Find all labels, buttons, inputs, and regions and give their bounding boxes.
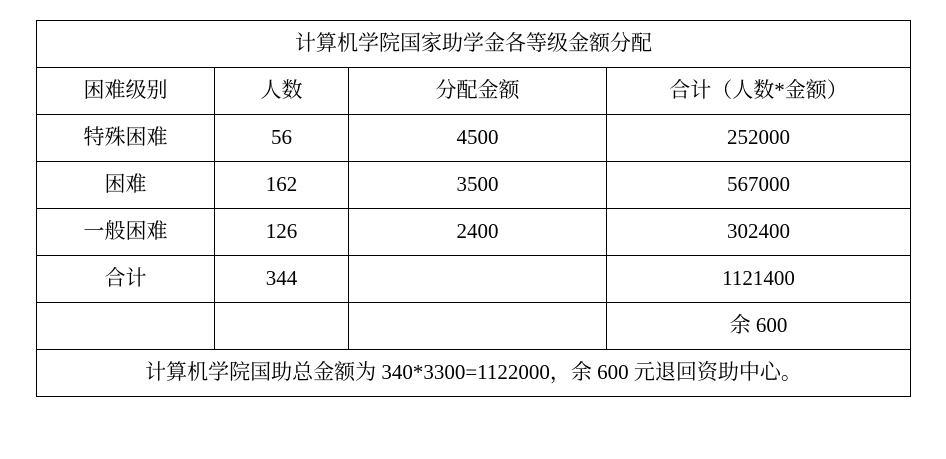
column-header-total: 合计（人数*金额） bbox=[607, 68, 911, 115]
allocation-table bbox=[36, 20, 911, 397]
cell-count: 162 bbox=[215, 162, 349, 209]
table-row-remainder bbox=[37, 303, 911, 350]
cell-amount: 2400 bbox=[349, 209, 607, 256]
column-header-amount: 分配金额 bbox=[349, 68, 607, 115]
column-header-level: 困难级别 bbox=[37, 68, 215, 115]
table-title-row bbox=[37, 21, 911, 68]
cell-remainder: 余 600 bbox=[607, 303, 911, 350]
cell-level: 特殊困难 bbox=[37, 115, 215, 162]
cell-total: 302400 bbox=[607, 209, 911, 256]
cell-count bbox=[215, 303, 349, 350]
table-row bbox=[37, 162, 911, 209]
cell-amount bbox=[349, 303, 607, 350]
cell-count: 344 bbox=[215, 256, 349, 303]
allocation-table-wrapper bbox=[36, 20, 910, 397]
cell-level: 困难 bbox=[37, 162, 215, 209]
cell-total: 252000 bbox=[607, 115, 911, 162]
cell-level bbox=[37, 303, 215, 350]
cell-level: 一般困难 bbox=[37, 209, 215, 256]
cell-amount bbox=[349, 256, 607, 303]
cell-count: 126 bbox=[215, 209, 349, 256]
column-header-count: 人数 bbox=[215, 68, 349, 115]
cell-level: 合计 bbox=[37, 256, 215, 303]
cell-count: 56 bbox=[215, 115, 349, 162]
table-note-row bbox=[37, 350, 911, 397]
table-row bbox=[37, 209, 911, 256]
table-header-row bbox=[37, 68, 911, 115]
table-row-subtotal bbox=[37, 256, 911, 303]
table-row bbox=[37, 115, 911, 162]
cell-total: 1121400 bbox=[607, 256, 911, 303]
cell-total: 567000 bbox=[607, 162, 911, 209]
table-title: 计算机学院国家助学金各等级金额分配 bbox=[37, 21, 911, 68]
table-note: 计算机学院国助总金额为 340*3300=1122000，余 600 元退回资助中心。 bbox=[37, 350, 911, 397]
cell-amount: 3500 bbox=[349, 162, 607, 209]
cell-amount: 4500 bbox=[349, 115, 607, 162]
